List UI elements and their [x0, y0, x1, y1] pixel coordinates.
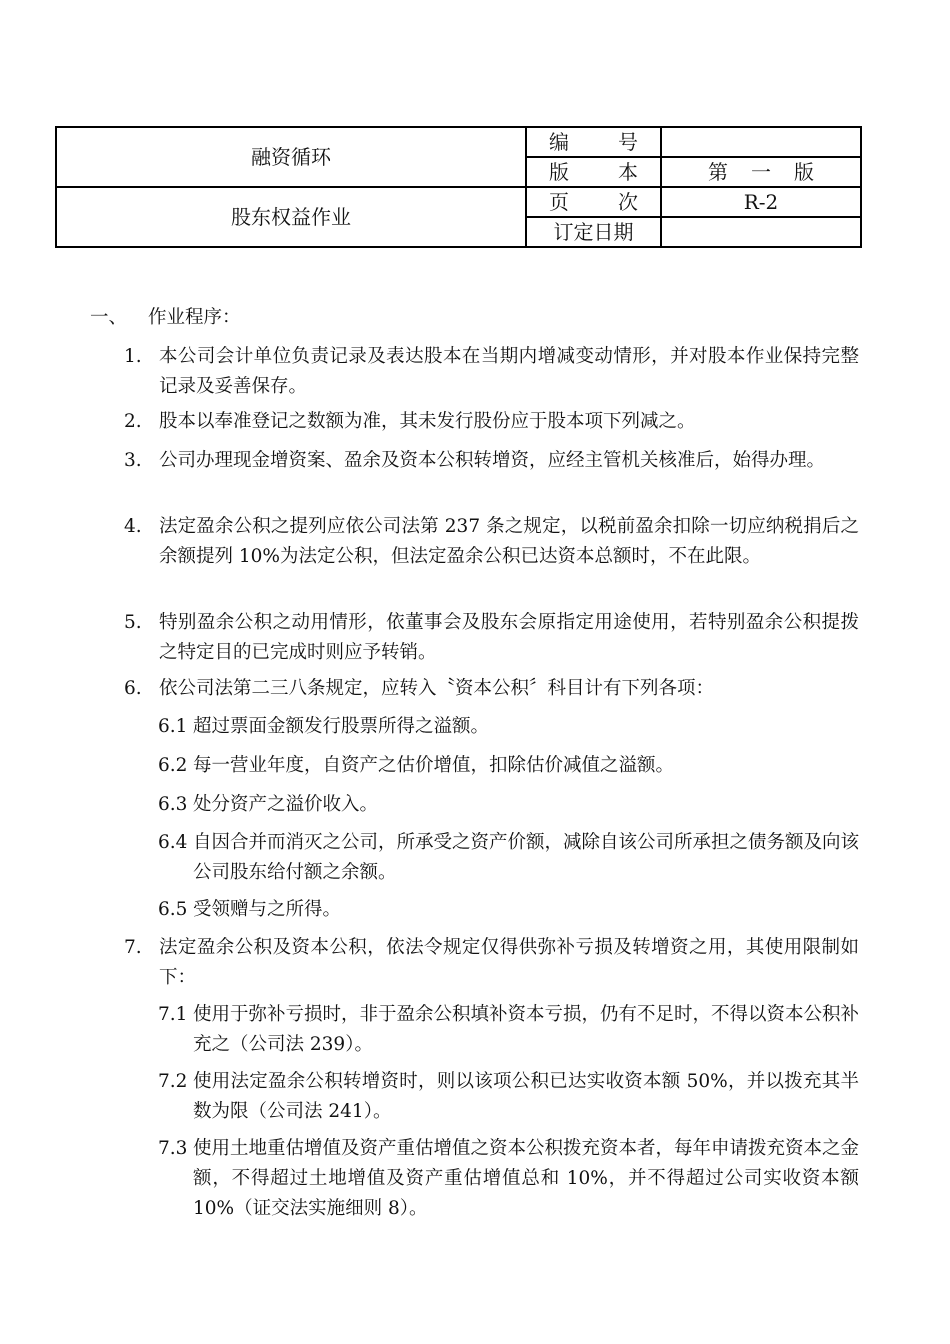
label-number: 编 号 — [526, 127, 661, 157]
item-number: 7. — [124, 937, 142, 958]
subitem-text: 使用土地重估增值及资产重估增值之资本公积拨充资本者，每年申请拨充资本之金额，不得超过土地增值及资产重估增值总和 10%，并不得超过公司实收资本额 10%（证交法实施细则 8）。 — [193, 1138, 860, 1219]
subitem-number: 6.2 — [158, 755, 188, 776]
section-mark: 一、 — [90, 307, 128, 328]
value-date — [661, 217, 861, 247]
value-version: 第 一 版 — [661, 157, 861, 187]
subitem-text: 超过票面金额发行股票所得之溢额。 — [193, 716, 490, 737]
subitem-number: 7.3 — [158, 1138, 188, 1159]
item-number: 4. — [124, 516, 142, 537]
subitem-number: 7.1 — [158, 1004, 188, 1025]
subitem-number: 6.4 — [158, 832, 188, 853]
subitem-text: 受领赠与之所得。 — [193, 899, 342, 920]
subitem-number: 6.3 — [158, 794, 188, 815]
item-number: 2. — [124, 411, 142, 432]
value-number — [661, 127, 861, 157]
item-text: 依公司法第二三八条规定，应转入〝资本公积〞科目计有下列各项： — [159, 678, 715, 699]
subitem-text: 每一营业年度，自资产之估价增值，扣除估价减值之溢额。 — [193, 755, 675, 776]
value-page: R-2 — [661, 187, 861, 217]
label-version: 版 本 — [526, 157, 661, 187]
document-header-table — [55, 126, 862, 248]
subitem-text: 使用法定盈余公积转增资时，则以该项公积已达实收资本额 50%，并以拨充其半数为限（公司法 241）。 — [193, 1071, 859, 1122]
subitem-number: 6.5 — [158, 899, 188, 920]
item-text: 公司办理现金增资案、盈余及资本公积转增资，应经主管机关核准后，始得办理。 — [159, 450, 826, 471]
subitem-number: 6.1 — [158, 716, 188, 737]
item-number: 3. — [124, 450, 142, 471]
item-text: 法定盈余公积及资本公积，依法令规定仅得供弥补亏损及转增资之用，其使用限制如下： — [159, 937, 859, 988]
cycle-title: 融资循环 — [56, 127, 526, 187]
section-title: 作业程序： — [148, 307, 241, 328]
item-text: 股本以奉准登记之数额为准，其未发行股份应于股本项下列减之。 — [159, 411, 696, 432]
item-text: 本公司会计单位负责记录及表达股本在当期内增减变动情形，并对股本作业保持完整记录及妥善保存。 — [159, 346, 859, 397]
subitem-text: 处分资产之溢价收入。 — [193, 794, 379, 815]
item-text: 特别盈余公积之动用情形，依董事会及股东会原指定用途使用，若特别盈余公积提拨之特定目的已完成时则应予转销。 — [159, 612, 859, 663]
item-number: 5. — [124, 612, 142, 633]
subitem-number: 7.2 — [158, 1071, 188, 1092]
subitem-text: 自因合并而消灭之公司，所承受之资产价额，减除自该公司所承担之债务额及向该公司股东给付额之余额。 — [193, 832, 860, 883]
label-date: 订定日期 — [526, 217, 661, 247]
item-text: 法定盈余公积之提列应依公司法第 237 条之规定，以税前盈余扣除一切应纳税捐后之余额提列 10%为法定公积，但法定盈余公积已达资本总额时，不在此限。 — [159, 516, 859, 567]
label-page: 页 次 — [526, 187, 661, 217]
subitem-text: 使用于弥补亏损时，非于盈余公积填补资本亏损，仍有不足时，不得以资本公积补充之（公司法 239）。 — [193, 1004, 860, 1055]
item-number: 1. — [124, 346, 142, 367]
item-number: 6. — [124, 678, 142, 699]
operation-title: 股东权益作业 — [56, 187, 526, 247]
